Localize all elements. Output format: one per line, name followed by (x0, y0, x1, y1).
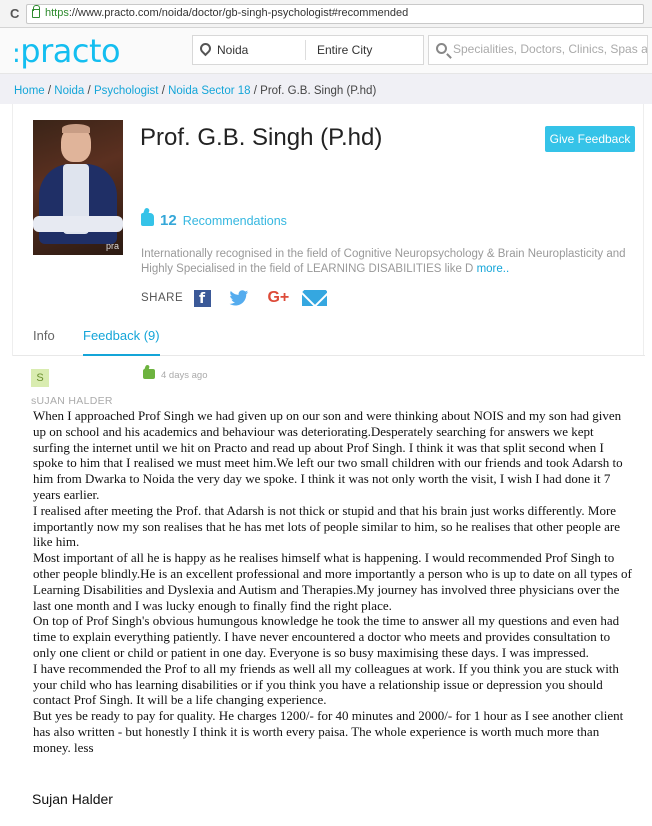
recommendations-count: 12 (160, 212, 177, 229)
tab-info[interactable]: Info (33, 328, 55, 343)
google-plus-icon[interactable]: G+ (267, 289, 290, 306)
description-text: Internationally recognised in the field of Cognitive Neuropsychology & Brain Neuroplasticity and Highly Specialised in the field of LEARNING DISABILITIES like D (141, 248, 626, 275)
logo-text: practo (20, 32, 121, 70)
give-feedback-button[interactable]: Give Feedback (545, 126, 635, 152)
url-scheme: https (45, 7, 69, 19)
photo-arms (33, 216, 123, 232)
breadcrumb-separator: / (44, 85, 55, 97)
location-city[interactable]: Noida (217, 43, 249, 57)
share-label: SHARE (141, 292, 184, 304)
breadcrumb-home[interactable]: Home (14, 85, 45, 97)
review-text: When I approached Prof Singh we had given up on our son and were thinking about NOIS and my son had given up on school and his academics and behaviour was deteriorating.Desperately searching for answers we kept surfing the internet until we hit on Practo and read up about Prof Singh. I think it was that split second when I spoke to him that I realised we must meet him.We left our two small children with our friends and took Adarsh to him from Dwarka to Noida the very day we spoke. I think it was not only worth the visit, I wish I had done it 7 years earlier. I realised after meeting the Prof. that Adarsh is not thick or stupid and that his brain just works differently. More importantly now my son realises that he has met lots of people similar to him, so he realises that other people are like him. Most important of all he is happy as he realises himself what is happening. I would recommended Prof Singh to other people blindly.He is an excellent professional and more importantly a person who is up to date on all types of Learning Disabilities and Dyslexia and Autism and Therapies.My journey has involved three physicians over the last one month and I was lucky enough to finally find the right place. On top of Prof Singh's obvious humungous knowledge he took the time to answer all my questions and even had time to explain everything patiently. I have never encountered a doctor who meets and provides consultation to only one client or child or patient in one day. Everyone is so busy maximising these days. I was impressed. I have recommended the Prof to all my friends as well all my colleagues at work. If you think you are stuck with your child who has learning disabilities or if you think you have a relationship issue or depression you should contact Prof Singh. It will be a life changing experience. But yes be ready to pay for quality. He charges 1200/- for 40 minutes and 2000/- for 1 hour as I see another client has also written - but honestly I think it is worth every paisa. The whole experience is worth much more than money. less (33, 408, 632, 755)
doctor-name: Prof. G.B. Singh (P.hd) (140, 124, 383, 151)
share-row (141, 289, 327, 309)
breadcrumb-separator: / (250, 85, 261, 97)
breadcrumb (14, 85, 376, 97)
logo-dots: : (12, 39, 21, 69)
photo-watermark: pra (105, 241, 119, 251)
profile-tabs (13, 322, 645, 356)
doctor-description (141, 247, 635, 277)
more-link[interactable]: more.. (476, 263, 510, 275)
breadcrumb-bar (0, 74, 652, 104)
reload-icon[interactable]: C (10, 6, 20, 21)
search-box[interactable] (428, 35, 648, 65)
search-icon (436, 43, 447, 54)
photo-hair (62, 124, 90, 133)
twitter-icon[interactable] (229, 290, 249, 307)
facebook-icon[interactable]: f (194, 290, 211, 307)
site-header (0, 28, 652, 74)
doctor-photo (33, 120, 123, 255)
breadcrumb-noida[interactable]: Noida (54, 85, 85, 97)
breadcrumb-separator: / (84, 85, 94, 97)
thumbs-up-icon (141, 213, 154, 226)
location-pin-icon (198, 41, 214, 57)
reviewer-name: sUJAN HALDER (31, 395, 113, 407)
review-time: 4 days ago (161, 370, 208, 381)
location-area[interactable]: Entire City (317, 43, 373, 57)
tab-feedback[interactable]: Feedback (9) (83, 328, 160, 356)
practo-logo[interactable] (12, 32, 120, 70)
mail-icon[interactable] (302, 290, 327, 306)
url-text (45, 7, 408, 19)
doctor-profile-card (12, 104, 644, 356)
breadcrumb-separator: / (158, 85, 169, 97)
url-field[interactable] (26, 4, 644, 24)
review-item (0, 356, 652, 826)
breadcrumb-psychologist[interactable]: Psychologist (93, 85, 159, 97)
review-signoff: Sujan Halder (32, 791, 113, 807)
location-divider (305, 40, 306, 60)
breadcrumb-noida-sector-18[interactable]: Noida Sector 18 (168, 85, 251, 97)
location-selector[interactable] (192, 35, 424, 65)
recommendations (141, 212, 287, 232)
url-path: ://www.practo.com/noida/doctor/gb-singh-psychologist#recommended (68, 7, 409, 19)
search-input[interactable] (453, 42, 648, 56)
lock-icon (32, 9, 40, 18)
browser-address-bar (0, 0, 652, 28)
breadcrumb-current: Prof. G.B. Singh (P.hd) (260, 85, 377, 97)
recommendations-label: Recommendations (182, 214, 287, 228)
reviewer-avatar: S (31, 369, 49, 387)
thumbs-up-icon (143, 369, 155, 379)
